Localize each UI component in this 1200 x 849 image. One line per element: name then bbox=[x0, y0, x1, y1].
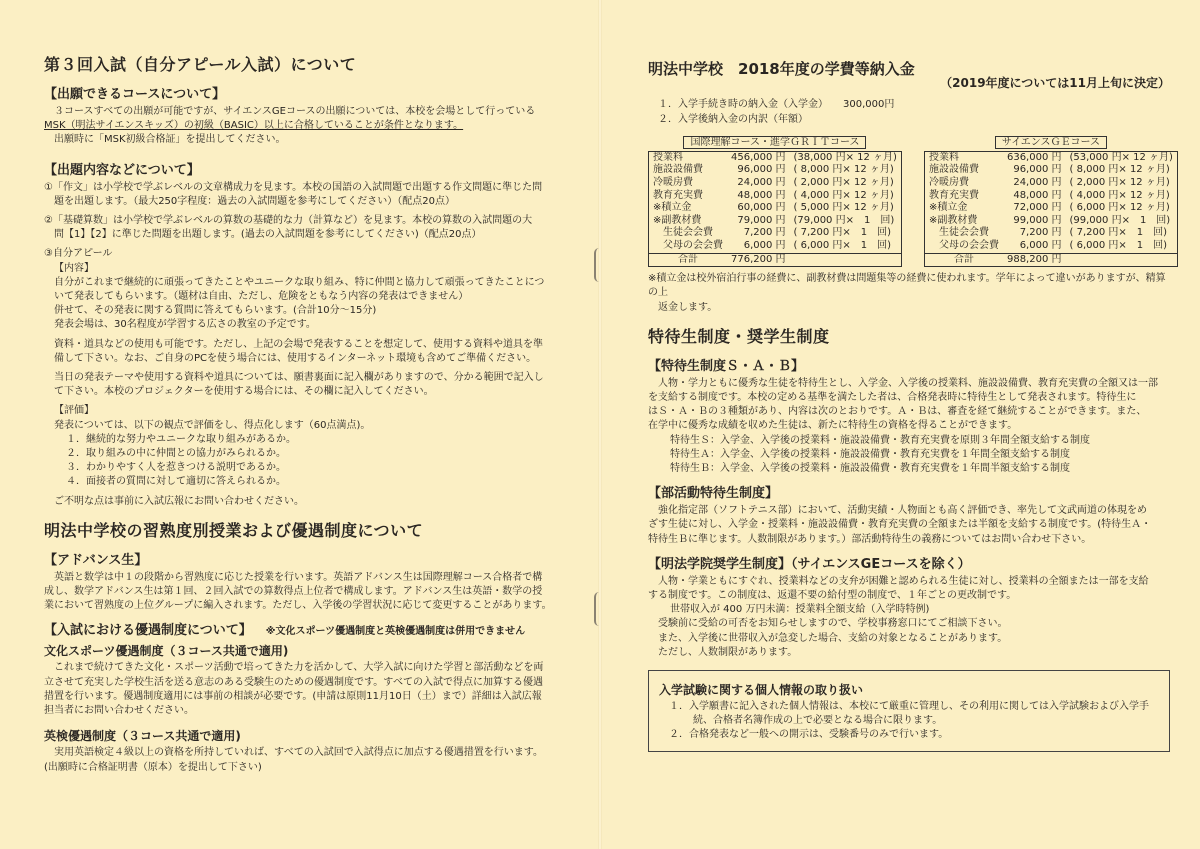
courses-text: 出願時に「MSK初級合格証」を提出してください。 bbox=[54, 134, 286, 146]
fee-total-label: 合計 bbox=[649, 253, 728, 267]
meiho-scholar-text: する制度です。この制度は、返還不要の給付型の制度で、１年ごとの更改制です。 bbox=[648, 590, 1017, 601]
fee-table bbox=[924, 151, 1178, 267]
fee-amount: 99,000 円 bbox=[1013, 214, 1062, 226]
fee-name: 教育充実費 bbox=[653, 189, 703, 201]
fee-row bbox=[649, 164, 902, 177]
fee-total: 988,200 円 bbox=[1003, 253, 1066, 267]
fee-name: ※積立金 bbox=[928, 202, 968, 214]
fee-detail: ( 2,000 円× 12 ヶ月) bbox=[1069, 177, 1170, 188]
club-text: 強化指定部（ソフトテニス部）において、活動実績・人物面とも高く評価でき、率先して文武両道の体現をめ bbox=[658, 505, 1147, 517]
fee-amount: 96,000 円 bbox=[737, 164, 786, 176]
fee-detail: ( 8,000 円× 12 ヶ月) bbox=[793, 164, 894, 176]
fee-amount: 7,200 円 bbox=[1019, 227, 1062, 239]
fee-detail: (38,000 円× 12 ヶ月) bbox=[793, 151, 897, 163]
sab-s: 特待生Ｓ：入学金、入学後の授業料・施設設備費・教育充実費を原則３年間全額支給する制度 bbox=[670, 434, 1090, 446]
essay-text: 題を出題します。（最大250字程度：過去の入試問題を参考にしてください）（配点20点） bbox=[54, 195, 456, 207]
hyoka-item: ２．取り組みの中に仲間との協力がみられるか。 bbox=[66, 448, 286, 460]
fee-detail: ( 4,000 円× 12 ヶ月) bbox=[1069, 189, 1170, 201]
fee-detail: ( 6,000 円× 12 ヶ月) bbox=[1069, 202, 1170, 214]
hyoka-heading: 【評価】 bbox=[54, 405, 94, 417]
section2-title: 明法中学校の習熟度別授業および優遇制度について bbox=[44, 520, 424, 540]
fee-row bbox=[924, 215, 1177, 228]
fee-name: 授業料 bbox=[928, 151, 959, 163]
appeal-text: 併せて、その発表に関する質問に答えてもらいます。(合計10分〜15分) bbox=[54, 305, 377, 317]
appeal-text: 資料・道具などの使用も可能です。ただし、上記の会場で発表することを想定して、使用する資料や道具を準 bbox=[54, 338, 543, 350]
culture-sports-text: 措置を行います。優遇制度適用には事前の相談が必要です。(申請は原則11月10日（土）まで）詳細は入試広報 bbox=[44, 690, 542, 702]
scholarship-title: 特待生制度・奨学生制度 bbox=[648, 326, 830, 346]
fee-table-title: サイエンスＧＥコース bbox=[995, 136, 1107, 149]
fee-row bbox=[924, 227, 1177, 240]
culture-sports-text: これまで続けてきた文化・スポーツ活動で培ってきた力を活かして、大学入試に向けた学習と部活動などを両 bbox=[54, 662, 544, 674]
privacy-heading: 入学試験に関する個人情報の取り扱い bbox=[659, 683, 864, 698]
fee-total-row bbox=[924, 253, 1177, 267]
meiho-scholar-text: 世帯収入が 400 万円未満：授業料全額支給（入学時特例) bbox=[670, 604, 930, 616]
fee-detail: ( 4,000 円× 12 ヶ月) bbox=[793, 189, 894, 201]
fee-row bbox=[649, 215, 902, 228]
fee-total-label: 合計 bbox=[924, 253, 1003, 267]
fee-detail: (79,000 円× 1 回) bbox=[793, 214, 895, 226]
fee-name: 授業料 bbox=[653, 151, 683, 163]
meiho-scholar-text: 人物・学業ともにすぐれ、授業料などの支弁が困難と認められる生徒に対し、授業料の全額または一部を支給 bbox=[658, 575, 1149, 587]
hyoka-text: 発表については、以下の観点で評価をし、得点化します（60点満点)。 bbox=[54, 419, 371, 431]
fee-row bbox=[924, 164, 1177, 177]
fee-amount: 79,000 円 bbox=[737, 214, 786, 226]
fee-detail: (99,000 円× 1 回) bbox=[1069, 214, 1171, 226]
sab-text: を支給する制度です。本校の定める基準を満たした者は、合格発表時に特待生として発表されます。特待生に bbox=[648, 391, 1137, 403]
fees-subtitle: （2019年度については11月上旬に決定） bbox=[940, 76, 1170, 91]
fee-amount: 24,000 円 bbox=[1013, 177, 1062, 188]
preferential-heading bbox=[44, 619, 560, 638]
sab-a: 特待生Ａ：入学金、入学後の授業料・施設設備費・教育充実費を１年間全額支給する制度 bbox=[670, 448, 1070, 460]
fee-row bbox=[649, 151, 902, 164]
courses-heading: 【出願できるコースについて】 bbox=[44, 87, 226, 102]
club-heading: 【部活動特待生制度】 bbox=[648, 486, 779, 502]
appeal-text: て下さい。本校のプロジェクターを使用する場合には、その欄に記入してください。 bbox=[54, 386, 434, 398]
fee-row bbox=[924, 190, 1177, 203]
fee-detail: ( 5,000 円× 12 ヶ月) bbox=[793, 202, 894, 214]
fee-amount: 24,000 円 bbox=[737, 177, 786, 188]
advance-heading: 【アドバンス生】 bbox=[44, 552, 148, 568]
fees-item1-label: １．入学手続き時の納入金（入学金） bbox=[658, 99, 823, 111]
fee-name: 生徒会会費 bbox=[653, 227, 713, 239]
fee-note: ※積立金は校外宿泊行事の経費に、副教材費は問題集等の経費に使われます。学年によって違いがありますが、精算の上 bbox=[648, 273, 1166, 299]
fees-title: 明法中学校 2018年度の学費等納入金 bbox=[648, 60, 915, 78]
appeal-text: 発表会場は、30名程度が学習する広さの教室の予定です。 bbox=[54, 319, 316, 331]
fees-item1-value: 300,000円 bbox=[843, 99, 895, 111]
fee-amount: 48,000 円 bbox=[737, 189, 786, 201]
courses-text: MSK（明法サイエンスキッズ）の初級（BASIC）以上に合格していることが条件となります。 bbox=[44, 120, 464, 132]
fee-row bbox=[649, 177, 902, 190]
fee-row bbox=[649, 202, 902, 215]
fee-total-row bbox=[649, 253, 902, 267]
eiken-text: (出願時に合格証明書（原本）を提出して下さい) bbox=[44, 761, 262, 773]
contact-note: ご不明な点は事前に入試広報にお問い合わせください。 bbox=[54, 495, 304, 507]
fee-name: 生徒会会費 bbox=[928, 227, 989, 239]
fee-name: 冷暖房費 bbox=[653, 177, 693, 188]
sab-text: 人物・学力ともに優秀な生徒を特待生とし、入学金、入学後の授業料、施設設備費、教育充実費の全額又は一部 bbox=[658, 377, 1158, 389]
club-text: ざす生徒に対し、入学金・授業料・施設設備費・教育充実費の全額または半額を支給する制度です。(特待生Ａ・ bbox=[648, 519, 1152, 531]
fee-note: 返金します。 bbox=[658, 301, 718, 313]
fee-table bbox=[648, 151, 902, 267]
content-heading: 【出題内容などについて】 bbox=[44, 162, 200, 178]
fee-name: 父母の会会費 bbox=[653, 239, 723, 251]
fee-name: ※副教材費 bbox=[653, 214, 702, 226]
fee-amount: 6,000 円 bbox=[743, 239, 786, 251]
fee-name: 父母の会会費 bbox=[928, 239, 999, 251]
advance-text: 成し、数学アドバンス生は第１回、２回入試での算数得点上位者で構成します。アドバンス生は英語・数学の授 bbox=[44, 586, 543, 598]
hyoka-item: １．継続的な努力やユニークな取り組みがあるか。 bbox=[66, 433, 296, 445]
naiyo-heading: 【内容】 bbox=[54, 262, 94, 274]
sab-heading: 【特待生制度Ｓ・Ａ・Ｂ】 bbox=[648, 358, 805, 374]
fee-tables bbox=[648, 133, 1173, 267]
sab-b: 特待生Ｂ：入学金、入学後の授業料・施設設備費・教育充実費を１年間半額支給する制度 bbox=[670, 462, 1070, 474]
fee-detail: ( 8,000 円× 12 ヶ月) bbox=[1069, 164, 1170, 176]
fee-amount: 48,000 円 bbox=[1013, 189, 1062, 201]
fee-name: 教育充実費 bbox=[928, 189, 979, 201]
sab-text: 在学中に優秀な成績を収めた生徒は、新たに特待生の資格を得ることができます。 bbox=[648, 420, 1018, 432]
fees-item2: ２．入学後納入金の内訳（年額） bbox=[658, 113, 808, 125]
fee-amount: 96,000 円 bbox=[1013, 164, 1062, 176]
appeal-text: 当日の発表テーマや使用する資料や道具については、願書裏面に記入欄がありますので、分かる範囲で記入し bbox=[54, 372, 544, 384]
appeal-heading: ③自分アピール bbox=[44, 248, 113, 260]
eiken-heading: 英検優遇制度（３コース共通で適用) bbox=[44, 729, 241, 744]
meiho-scholar-text: ただし、人数制限があります。 bbox=[658, 646, 798, 658]
fee-name: ※積立金 bbox=[653, 202, 692, 214]
math-text: 問【1】【2】に準じた問題を出題します。(過去の入試問題を参考にしてください)（配点20点） bbox=[54, 229, 482, 241]
culture-sports-text: 立させて充実した学校生活を送る意志のある受験生のための優遇制度です。すべての入試で得点に加算する優遇 bbox=[44, 676, 543, 688]
fee-amount: 72,000 円 bbox=[1013, 202, 1062, 214]
meiho-scholar-heading: 【明法学院奨学生制度】（サイエンスGEコースを除く） bbox=[648, 556, 971, 572]
advance-text: 業において習熟度の上位グループに編入されます。ただし、入学後の学習状況に応じて変更することがあります。 bbox=[44, 600, 552, 612]
fee-row bbox=[924, 177, 1177, 190]
fee-row bbox=[924, 202, 1177, 215]
privacy-box bbox=[648, 670, 1170, 752]
appeal-text: いて発表してもらいます。（題材は自由、ただし、危険をともなう内容の発表はできません） bbox=[54, 291, 469, 303]
fee-amount: 456,000 円 bbox=[731, 151, 786, 163]
fees-item1 bbox=[648, 98, 1170, 112]
appeal-text: 備して下さい。なお、ご自身のPCを使う場合には、使用するインターネット環境も含めてご準備ください。 bbox=[54, 352, 537, 364]
fee-detail: ( 2,000 円× 12 ヶ月) bbox=[793, 177, 894, 188]
meiho-scholar-text: 受験前に受給の可否をお知らせしますので、学校事務窓口にてご相談下さい。 bbox=[658, 618, 1008, 630]
fee-total-spacer bbox=[790, 253, 902, 267]
fee-table-ge bbox=[924, 133, 1178, 267]
eiken-text: 実用英語検定４級以上の資格を所持していれば、すべての入試回で入試得点に加点する優遇措置を行います。 bbox=[54, 747, 543, 759]
right-page bbox=[600, 0, 1200, 849]
fee-detail: ( 7,200 円× 1 回) bbox=[1069, 227, 1168, 239]
preferential-note: ※文化スポーツ優遇制度と英検優遇制度は併用できません bbox=[265, 626, 526, 638]
hyoka-item: ３．わかりやすく人を惹きつける説明であるか。 bbox=[66, 462, 286, 474]
fee-amount: 60,000 円 bbox=[737, 202, 786, 214]
meiho-scholar-text: また、入学後に世帯収入が急変した場合、支給の対象となることがあります。 bbox=[658, 632, 1008, 644]
fee-row bbox=[649, 240, 902, 253]
fee-detail: (53,000 円× 12 ヶ月) bbox=[1069, 151, 1173, 163]
exam3-title: 第３回入試（自分アピール入試）について bbox=[44, 55, 357, 74]
fee-amount: 636,000 円 bbox=[1006, 151, 1062, 163]
fee-name: ※副教材費 bbox=[928, 214, 978, 226]
appeal-text: 自分がこれまで継続的に頑張ってきたことやユニークな取り組み、特に仲間と協力して頑張ってきたことにつ bbox=[54, 276, 545, 288]
hyoka-item: ４．面接者の質問に対して適切に答えられるか。 bbox=[66, 476, 286, 488]
sab-text: はＳ・Ａ・Ｂの３種類があり、内容は次のとおりです。Ａ・Ｂは、審査を経て継続することができます。また、 bbox=[648, 406, 1147, 418]
preferential-heading-text: 【入試における優遇制度について】 bbox=[44, 623, 252, 639]
privacy-item: １．入学願書に記入された個人情報は、本校にて厳重に管理し、その利用に関しては入学試験および入学手 bbox=[669, 701, 1149, 713]
fee-row bbox=[924, 240, 1177, 253]
courses-text: ３コースすべての出願が可能ですが、サイエンスGEコースの出願については、本校を会場として行っている bbox=[54, 106, 536, 117]
fee-row bbox=[649, 190, 902, 203]
fee-table-title: 国際理解コース・進学ＧＲＩＴコース bbox=[683, 136, 866, 149]
fee-detail: ( 6,000 円× 1 回) bbox=[1069, 239, 1168, 251]
fee-amount: 7,200 円 bbox=[743, 227, 786, 239]
fee-table-grit bbox=[648, 133, 902, 267]
fee-name: 施設設備費 bbox=[928, 164, 979, 176]
advance-text: 英語と数学は中１の段階から習熟度に応じた授業を行います。英語アドバンス生は国際理解コース合格者で構 bbox=[54, 571, 543, 583]
fee-row bbox=[649, 227, 902, 240]
privacy-item: 続、合格者名簿作成の上で必要となる場合に限ります。 bbox=[693, 715, 943, 727]
fee-total-spacer bbox=[1066, 253, 1178, 267]
fee-detail: ( 6,000 円× 1 回) bbox=[793, 239, 892, 251]
fee-total: 776,200 円 bbox=[727, 253, 790, 267]
fee-amount: 6,000 円 bbox=[1019, 239, 1062, 251]
club-text: 特待生Ｂに準じます。人数制限があります。）部活動特待生の義務についてはお問い合わせ下さい。 bbox=[648, 533, 1092, 545]
fee-detail: ( 7,200 円× 1 回) bbox=[793, 227, 892, 239]
fee-row bbox=[924, 151, 1177, 164]
math-text: ②「基礎算数」は小学校で学ぶレベルの算数の基礎的な力（計算など）を見ます。本校の算数の入試問題の大 bbox=[44, 215, 533, 227]
culture-sports-text: 担当者にお問い合わせください。 bbox=[44, 705, 194, 717]
culture-sports-heading: 文化スポーツ優遇制度（３コース共通で適用) bbox=[44, 644, 289, 659]
essay-text: ①「作文」は小学校で学ぶレベルの文章構成力を見ます。本校の国語の入試問題で出題する作文問題に準じた問 bbox=[44, 181, 543, 193]
privacy-item: ２．合格発表など一般への開示は、受験番号のみで行います。 bbox=[669, 729, 949, 741]
fee-name: 施設設備費 bbox=[653, 164, 703, 176]
fee-name: 冷暖房費 bbox=[928, 177, 969, 188]
